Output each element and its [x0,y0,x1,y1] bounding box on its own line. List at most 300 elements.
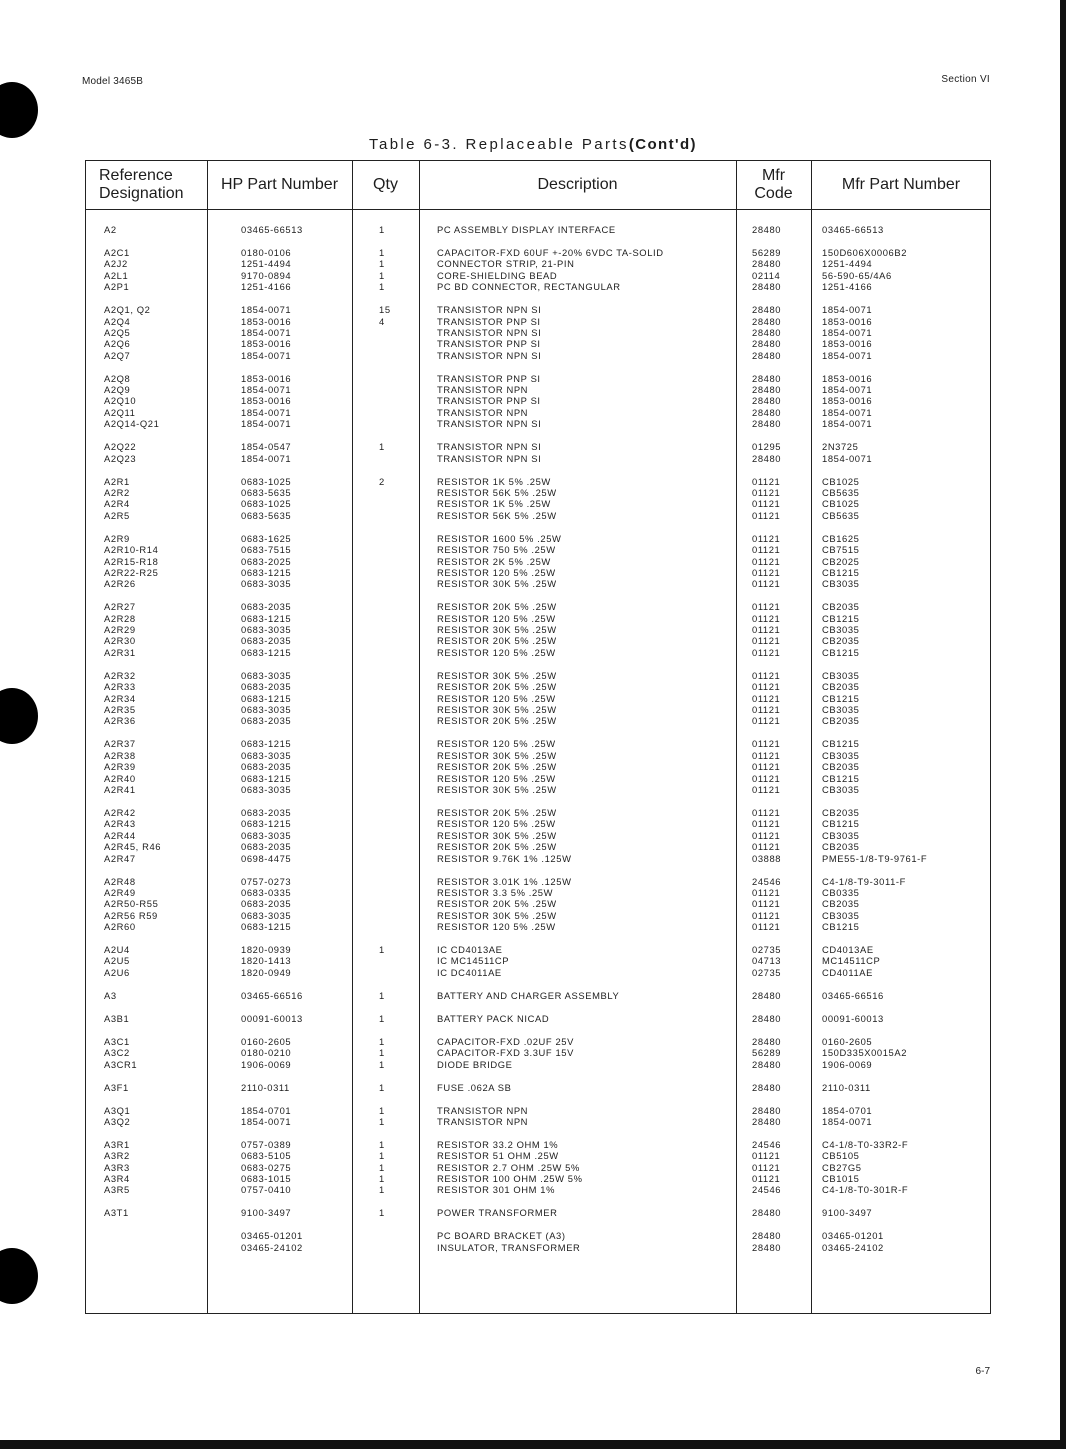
col-header-mfr-part: Mfr Part Number [841,176,961,193]
cell-ref-designation: A2Q7 [104,349,131,361]
cell-description: RESISTOR 30K 5% .25W [437,624,557,636]
row-group [0,876,1066,933]
cell-hp-part-number: 0683-2035 [241,715,292,727]
cell-ref-designation: A2U4 [104,944,130,956]
cell-ref-designation: A2R26 [104,578,136,590]
cell-ref-designation: A2R27 [104,601,136,613]
table-row [0,1162,1066,1173]
cell-description: RESISTOR 20K 5% .25W [437,715,557,727]
cell-qty: 1 [379,281,385,293]
cell-description: DIODE BRIDGE [437,1058,513,1070]
cell-description: CONNECTOR STRIP, 21-PIN [437,258,575,270]
cell-mfr-code: 01121 [752,487,781,498]
cell-description: RESISTOR 30K 5% .25W [437,829,557,841]
row-group [0,990,1066,1001]
cell-ref-designation: A2Q1, Q2 [104,304,151,316]
cell-ref-designation: A2Q4 [104,315,131,327]
cell-mfr-code: 28480 [752,406,782,418]
cell-mfr-code: 01121 [752,829,781,841]
cell-description: TRANSISTOR NPN [437,406,529,418]
cell-mfr-code: 28480 [752,1058,782,1070]
cell-ref-designation: A2R5 [104,509,130,521]
cell-hp-part-number: 0683-2035 [241,601,292,613]
cell-mfr-part-number: 03465-01201 [822,1230,884,1242]
cell-mfr-code: 01121 [752,738,781,750]
table-row [0,327,1066,338]
cell-hp-part-number: 0683-3035 [241,578,292,590]
row-group [0,601,1066,658]
cell-mfr-part-number: CB2035 [822,841,860,853]
table-row [0,1184,1066,1195]
cell-qty: 1 [379,1047,385,1059]
cell-mfr-code: 01121 [752,681,781,693]
cell-mfr-code: 01121 [752,635,781,647]
cell-hp-part-number: 0160-2605 [241,1035,292,1047]
cell-hp-part-number: 1820-0949 [241,966,292,978]
cell-mfr-code: 01121 [752,886,781,898]
table-row [0,647,1066,658]
cell-mfr-part-number: CB1215 [822,921,860,933]
cell-ref-designation: A3Q2 [104,1115,131,1127]
cell-qty: 1 [379,246,385,258]
cell-ref-designation: A2 [104,224,117,235]
table-row [0,841,1066,852]
cell-hp-part-number: 0683-5105 [241,1150,292,1162]
table-row [0,773,1066,784]
cell-description: CORE-SHIELDING BEAD [437,269,558,281]
cell-ref-designation: A3R2 [104,1150,130,1162]
table-row [0,704,1066,715]
table-row [0,818,1066,829]
cell-mfr-code: 28480 [752,395,782,407]
cell-mfr-code: 01121 [752,749,781,761]
cell-mfr-part-number: CB2035 [822,635,860,647]
table-row [0,533,1066,544]
cell-hp-part-number: 0683-1215 [241,772,292,784]
cell-ref-designation: A2Q5 [104,326,131,338]
table-row [0,1047,1066,1058]
cell-ref-designation: A2Q9 [104,384,131,396]
cell-mfr-code: 28480 [752,1035,782,1047]
cell-mfr-code: 24546 [752,1138,782,1150]
cell-mfr-part-number: CB1215 [822,646,860,658]
col-header-code-line1: Mfr [761,167,786,184]
cell-ref-designation: A3R3 [104,1161,130,1173]
cell-description: BATTERY PACK NICAD [437,1012,550,1024]
cell-ref-designation: A3R4 [104,1173,130,1185]
cell-mfr-code: 01121 [752,555,781,567]
table-body [0,224,1066,1265]
cell-mfr-code: 28480 [752,384,782,396]
cell-description: CAPACITOR-FXD 60UF +-20% 6VDC TA-SOLID [437,246,664,258]
cell-hp-part-number: 0683-2025 [241,555,292,567]
cell-description: TRANSISTOR NPN SI [437,452,542,464]
cell-description: RESISTOR 120 5% .25W [437,692,556,704]
cell-ref-designation: A3R1 [104,1138,130,1150]
cell-mfr-part-number: 1853-0016 [822,315,873,327]
table-row [0,1105,1066,1116]
cell-mfr-part-number: CB3035 [822,578,860,590]
cell-qty: 1 [379,1081,385,1093]
table-row [0,373,1066,384]
cell-mfr-part-number: CB27G5 [822,1161,862,1173]
cell-mfr-part-number: C4-1/8-T0-33R2-F [822,1138,909,1150]
cell-ref-designation: A2J2 [104,258,128,270]
cell-ref-designation: A2R38 [104,749,136,761]
table-row [0,761,1066,772]
row-group [0,1207,1066,1218]
cell-mfr-code: 28480 [752,372,782,384]
cell-mfr-part-number: CB2035 [822,681,860,693]
cell-hp-part-number: 1854-0701 [241,1104,292,1116]
table-row [0,476,1066,487]
cell-description: IC CD4013AE [437,944,503,956]
row-group [0,1139,1066,1196]
cell-mfr-part-number: CB2025 [822,555,860,567]
cell-hp-part-number: 03465-01201 [241,1230,303,1242]
table-row [0,270,1066,281]
row-group [0,1230,1066,1253]
cell-description: RESISTOR 20K 5% .25W [437,841,557,853]
row-group [0,807,1066,864]
cell-mfr-part-number: CB3035 [822,669,860,681]
cell-description: CAPACITOR-FXD .02UF 25V [437,1035,574,1047]
cell-hp-part-number: 0180-0210 [241,1047,292,1059]
cell-ref-designation: A2R1 [104,475,130,487]
cell-description: INSULATOR, TRANSFORMER [437,1241,581,1253]
cell-hp-part-number: 0683-5635 [241,509,292,521]
cell-mfr-code: 28480 [752,224,782,235]
cell-description: RESISTOR 120 5% .25W [437,921,556,933]
cell-mfr-code: 28480 [752,281,782,293]
cell-mfr-part-number: CB2035 [822,715,860,727]
table-row [0,693,1066,704]
cell-mfr-code: 56289 [752,246,782,258]
cell-description: TRANSISTOR NPN [437,1104,529,1116]
cell-description: TRANSISTOR NPN SI [437,418,542,430]
table-row [0,624,1066,635]
cell-hp-part-number: 0683-2035 [241,635,292,647]
cell-mfr-code: 02114 [752,269,781,281]
cell-ref-designation: A2L1 [104,269,129,281]
cell-mfr-part-number: CB3035 [822,783,860,795]
cell-description: RESISTOR 1K 5% .25W [437,498,551,510]
col-header-qty: Qty [373,176,398,193]
table-row [0,1242,1066,1253]
cell-description: PC ASSEMBLY DISPLAY INTERFACE [437,224,616,235]
cell-mfr-code: 01121 [752,646,781,658]
cell-description: RESISTOR 56K 5% .25W [437,509,557,521]
row-group [0,441,1066,464]
cell-ref-designation: A2R30 [104,635,136,647]
cell-mfr-code: 01121 [752,612,781,624]
cell-mfr-part-number: 1854-0071 [822,452,873,464]
col-header-ref-line1: Reference [99,167,173,184]
cell-description: RESISTOR 30K 5% .25W [437,749,557,761]
cell-ref-designation: A2R9 [104,532,130,544]
row-group [0,373,1066,430]
cell-ref-designation: A2Q6 [104,338,131,350]
cell-qty: 1 [379,258,385,270]
table-row [0,441,1066,452]
cell-ref-designation: A3T1 [104,1207,129,1219]
cell-description: TRANSISTOR PNP SI [437,372,541,384]
cell-description: IC MC14511CP [437,955,510,967]
cell-mfr-part-number: MC14511CP [822,955,881,967]
cell-mfr-code: 02735 [752,944,782,956]
table-row [0,418,1066,429]
cell-ref-designation: A2Q8 [104,372,131,384]
cell-mfr-part-number: 0160-2605 [822,1035,873,1047]
cell-hp-part-number: 1854-0071 [241,452,292,464]
row-group [0,247,1066,293]
table-row [0,887,1066,898]
cell-hp-part-number: 1251-4494 [241,258,292,270]
binder-hole-top [0,82,38,138]
cell-hp-part-number: 0757-0389 [241,1138,292,1150]
row-group [0,533,1066,590]
cell-mfr-code: 28480 [752,315,782,327]
cell-hp-part-number: 0683-1625 [241,532,292,544]
cell-qty: 4 [379,315,385,327]
table-row [0,1207,1066,1218]
cell-hp-part-number: 0683-0335 [241,886,292,898]
cell-mfr-part-number: CB5635 [822,509,860,521]
col-header-reference [85,160,207,210]
scan-edge-bottom [0,1440,1066,1449]
cell-description: TRANSISTOR NPN [437,384,529,396]
cell-mfr-code: 01121 [752,1173,781,1185]
table-row [0,1230,1066,1241]
cell-hp-part-number: 1854-0071 [241,418,292,430]
cell-ref-designation: A2R60 [104,921,136,933]
cell-description: BATTERY AND CHARGER ASSEMBLY [437,989,620,1001]
cell-mfr-code: 28480 [752,989,782,1001]
cell-ref-designation: A2R42 [104,806,136,818]
cell-hp-part-number: 0683-7515 [241,544,292,556]
cell-description: RESISTOR 120 5% .25W [437,818,556,830]
table-row [0,544,1066,555]
cell-ref-designation: A2R31 [104,646,136,658]
table-row [0,910,1066,921]
row-group [0,944,1066,978]
cell-hp-part-number: 0683-2035 [241,841,292,853]
cell-description: RESISTOR 2.7 OHM .25W 5% [437,1161,580,1173]
cell-mfr-code: 01121 [752,578,781,590]
cell-description: RESISTOR 1K 5% .25W [437,475,551,487]
cell-description: RESISTOR 9.76K 1% .125W [437,852,572,864]
cell-qty: 1 [379,989,385,1001]
cell-ref-designation: A3B1 [104,1012,130,1024]
cell-qty: 15 [379,304,391,316]
cell-hp-part-number: 1820-1413 [241,955,292,967]
table-row [0,247,1066,258]
cell-ref-designation: A2R2 [104,487,130,498]
cell-ref-designation: A2U6 [104,966,130,978]
cell-hp-part-number: 0683-1215 [241,692,292,704]
row-group [0,304,1066,361]
cell-mfr-code: 28480 [752,1104,782,1116]
cell-description: RESISTOR 100 OHM .25W 5% [437,1173,583,1185]
cell-description: RESISTOR 750 5% .25W [437,544,556,556]
cell-mfr-part-number: 1854-0071 [822,418,873,430]
cell-hp-part-number: 0757-0410 [241,1184,292,1196]
cell-hp-part-number: 9100-3497 [241,1207,292,1219]
cell-mfr-code: 24546 [752,875,782,887]
cell-qty: 1 [379,1184,385,1196]
table-row [0,601,1066,612]
col-header-description: Description [537,176,618,193]
table-row [0,304,1066,315]
cell-hp-part-number: 0683-1215 [241,738,292,750]
cell-description: RESISTOR 56K 5% .25W [437,487,557,498]
cell-mfr-part-number: C4-1/8-T9-3011-F [822,875,906,887]
cell-mfr-code: 28480 [752,1012,782,1024]
cell-description: RESISTOR 120 5% .25W [437,612,556,624]
cell-ref-designation: A2R4 [104,498,130,510]
table-row [0,738,1066,749]
cell-hp-part-number: 0180-0106 [241,246,292,258]
cell-mfr-code: 28480 [752,326,782,338]
table-row [0,1173,1066,1184]
table-caption-title: Table 6-3. Replaceable Parts [369,136,629,153]
cell-hp-part-number: 03465-24102 [241,1241,303,1253]
cell-mfr-code: 01121 [752,692,781,704]
cell-description: RESISTOR 20K 5% .25W [437,601,557,613]
cell-mfr-part-number: CB1015 [822,1173,860,1185]
cell-mfr-part-number: 150D335X0015A2 [822,1047,908,1059]
table-row [0,1116,1066,1127]
table-row [0,1013,1066,1024]
cell-mfr-code: 28480 [752,452,782,464]
cell-hp-part-number: 1853-0016 [241,315,292,327]
cell-mfr-code: 28480 [752,1115,782,1127]
cell-ref-designation: A3 [104,989,117,1001]
cell-mfr-code: 01121 [752,898,781,910]
table-row [0,1036,1066,1047]
cell-description: RESISTOR 3.3 5% .25W [437,886,554,898]
cell-hp-part-number: 0683-1215 [241,921,292,933]
cell-mfr-part-number: CB2035 [822,806,860,818]
cell-hp-part-number: 0683-3035 [241,704,292,716]
cell-description: FUSE .062A SB [437,1081,512,1093]
cell-description: RESISTOR 120 5% .25W [437,646,556,658]
cell-mfr-code: 01121 [752,909,781,921]
cell-ref-designation: A2R50-R55 [104,898,159,910]
cell-mfr-part-number: CB3035 [822,829,860,841]
table-row [0,944,1066,955]
cell-ref-designation: A2R39 [104,761,136,773]
cell-mfr-code: 01121 [752,818,781,830]
cell-hp-part-number: 1854-0071 [241,406,292,418]
table-row [0,898,1066,909]
cell-mfr-code: 01121 [752,1161,781,1173]
cell-hp-part-number: 1854-0071 [241,1115,292,1127]
table-row [0,1082,1066,1093]
cell-qty: 1 [379,441,385,453]
cell-description: RESISTOR 20K 5% .25W [437,635,557,647]
cell-mfr-code: 01121 [752,772,781,784]
cell-mfr-part-number: CB5635 [822,487,860,498]
cell-mfr-part-number: CB1215 [822,738,860,750]
cell-qty: 2 [379,475,385,487]
cell-ref-designation: A3C2 [104,1047,130,1059]
row-group [0,224,1066,235]
cell-hp-part-number: 0683-3035 [241,909,292,921]
col-header-ref-line2: Designation [99,185,184,202]
table-row [0,876,1066,887]
col-header-mfr-code [736,160,811,210]
cell-mfr-part-number: 1854-0071 [822,1115,873,1127]
cell-description: RESISTOR 120 5% .25W [437,772,556,784]
row-group [0,1082,1066,1093]
cell-description: RESISTOR 30K 5% .25W [437,669,557,681]
cell-description: RESISTOR 33.2 OHM 1% [437,1138,559,1150]
cell-hp-part-number: 0683-1215 [241,646,292,658]
cell-description: RESISTOR 1600 5% .25W [437,532,562,544]
cell-hp-part-number: 0683-1025 [241,475,292,487]
cell-mfr-part-number: 1251-4494 [822,258,873,270]
cell-description: RESISTOR 20K 5% .25W [437,806,557,818]
table-caption-suffix: (Cont'd) [628,136,697,153]
cell-ref-designation: A2Q14-Q21 [104,418,160,430]
cell-ref-designation: A2R40 [104,772,136,784]
row-group [0,1105,1066,1128]
cell-mfr-part-number: CB1625 [822,532,860,544]
cell-ref-designation: A2R32 [104,669,136,681]
cell-mfr-part-number: CB1215 [822,566,860,578]
row-group [0,670,1066,727]
cell-description: PC BD CONNECTOR, RECTANGULAR [437,281,621,293]
table-row [0,990,1066,1001]
cell-description: TRANSISTOR PNP SI [437,315,541,327]
table-row [0,556,1066,567]
cell-description: PC BOARD BRACKET (A3) [437,1230,566,1242]
cell-hp-part-number: 0683-2035 [241,898,292,910]
cell-qty: 1 [379,1012,385,1024]
cell-mfr-code: 01121 [752,509,781,521]
cell-description: RESISTOR 120 5% .25W [437,566,556,578]
cell-mfr-code: 28480 [752,338,782,350]
cell-mfr-part-number: CB3035 [822,909,860,921]
cell-mfr-code: 04713 [752,955,782,967]
table-row [0,453,1066,464]
cell-hp-part-number: 0683-1215 [241,566,292,578]
cell-hp-part-number: 0757-0273 [241,875,292,887]
cell-qty: 1 [379,1150,385,1162]
cell-mfr-code: 01295 [752,441,782,453]
cell-description: TRANSISTOR PNP SI [437,338,541,350]
cell-hp-part-number: 1854-0071 [241,384,292,396]
cell-ref-designation: A2R35 [104,704,136,716]
cell-description: RESISTOR 2K 5% .25W [437,555,551,567]
cell-mfr-code: 03888 [752,852,782,864]
cell-hp-part-number: 0683-1215 [241,612,292,624]
cell-mfr-code: 28480 [752,1230,782,1242]
table-row [0,853,1066,864]
cell-mfr-part-number: 56-590-65/4A6 [822,269,892,281]
cell-qty: 1 [379,269,385,281]
cell-mfr-part-number: CB2035 [822,601,860,613]
table-row [0,784,1066,795]
cell-mfr-part-number: CD4013AE [822,944,874,956]
cell-description: RESISTOR 30K 5% .25W [437,704,557,716]
page-number: 6-7 [975,1366,990,1377]
cell-hp-part-number: 0683-2035 [241,761,292,773]
table-row [0,384,1066,395]
cell-description: RESISTOR 20K 5% .25W [437,761,557,773]
cell-mfr-part-number: 03465-66516 [822,989,884,1001]
